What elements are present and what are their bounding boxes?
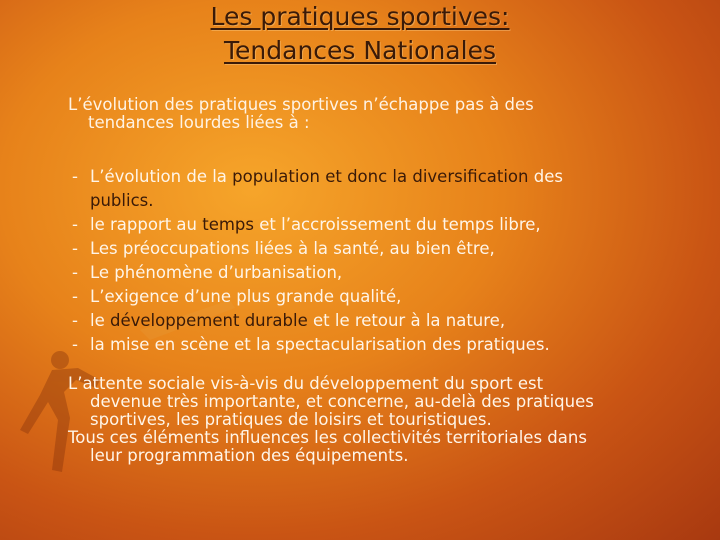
- list-item-text: et le retour à la nature,: [307, 311, 506, 330]
- list-dash: -: [72, 287, 78, 306]
- slide-title: [0, 0, 720, 68]
- outro-line-1: L’attente sociale vis-à-vis du développement du sport est: [68, 374, 544, 393]
- list-dash: -: [72, 167, 78, 186]
- list-dash: -: [72, 311, 78, 330]
- list-item: [72, 309, 712, 333]
- list-dash: -: [72, 335, 78, 354]
- list-item: [72, 261, 712, 285]
- list-item: [72, 165, 712, 213]
- title-line-2: Tendances Nationales: [224, 36, 496, 65]
- list-item-emphasis: temps: [202, 215, 254, 234]
- trend-list: [72, 165, 712, 357]
- list-item-emphasis: population et donc la: [232, 167, 408, 186]
- list-dash: -: [72, 215, 78, 234]
- list-item: [72, 237, 712, 261]
- list-item-text: la mise en scène et la spectacularisation des pratiques.: [90, 335, 550, 354]
- list-item: [72, 213, 712, 237]
- list-item-text: Le phénomène d’urbanisation,: [90, 263, 343, 282]
- title-line-1: Les pratiques sportives:: [210, 2, 510, 31]
- list-item-emphasis: développement durable: [109, 311, 308, 330]
- list-item-text: des: [528, 167, 563, 186]
- intro-line-2: tendances lourdes liées à :: [88, 113, 310, 132]
- list-item: [72, 285, 712, 309]
- list-item-text: L’évolution de la: [90, 167, 233, 186]
- outro-line-3: sportives, les pratiques de loisirs et touristiques.: [90, 410, 492, 429]
- list-dash: -: [72, 239, 78, 258]
- list-item-text: Les préoccupations liées à la santé, au bien être,: [90, 239, 495, 258]
- outro-line-2: devenue très importante, et concerne, au-delà des pratiques: [90, 392, 594, 411]
- list-item: [72, 333, 712, 357]
- outro-line-5: leur programmation des équipements.: [90, 446, 409, 465]
- list-dash: -: [72, 263, 78, 282]
- list-item-text: le: [90, 311, 110, 330]
- intro-paragraph: [68, 96, 708, 132]
- list-item-text: et l’accroissement du temps libre,: [254, 215, 541, 234]
- list-item-emphasis: publics.: [90, 191, 154, 210]
- list-item-text: L’exigence d’une plus grande qualité,: [90, 287, 402, 306]
- list-item-text: le rapport au: [90, 215, 203, 234]
- list-item-emphasis: diversification: [412, 167, 529, 186]
- conclusion-paragraph: [68, 375, 708, 465]
- outro-line-4: Tous ces éléments influences les collectivités territoriales dans: [68, 428, 587, 447]
- intro-line-1: L’évolution des pratiques sportives n’échappe pas à des: [68, 95, 534, 114]
